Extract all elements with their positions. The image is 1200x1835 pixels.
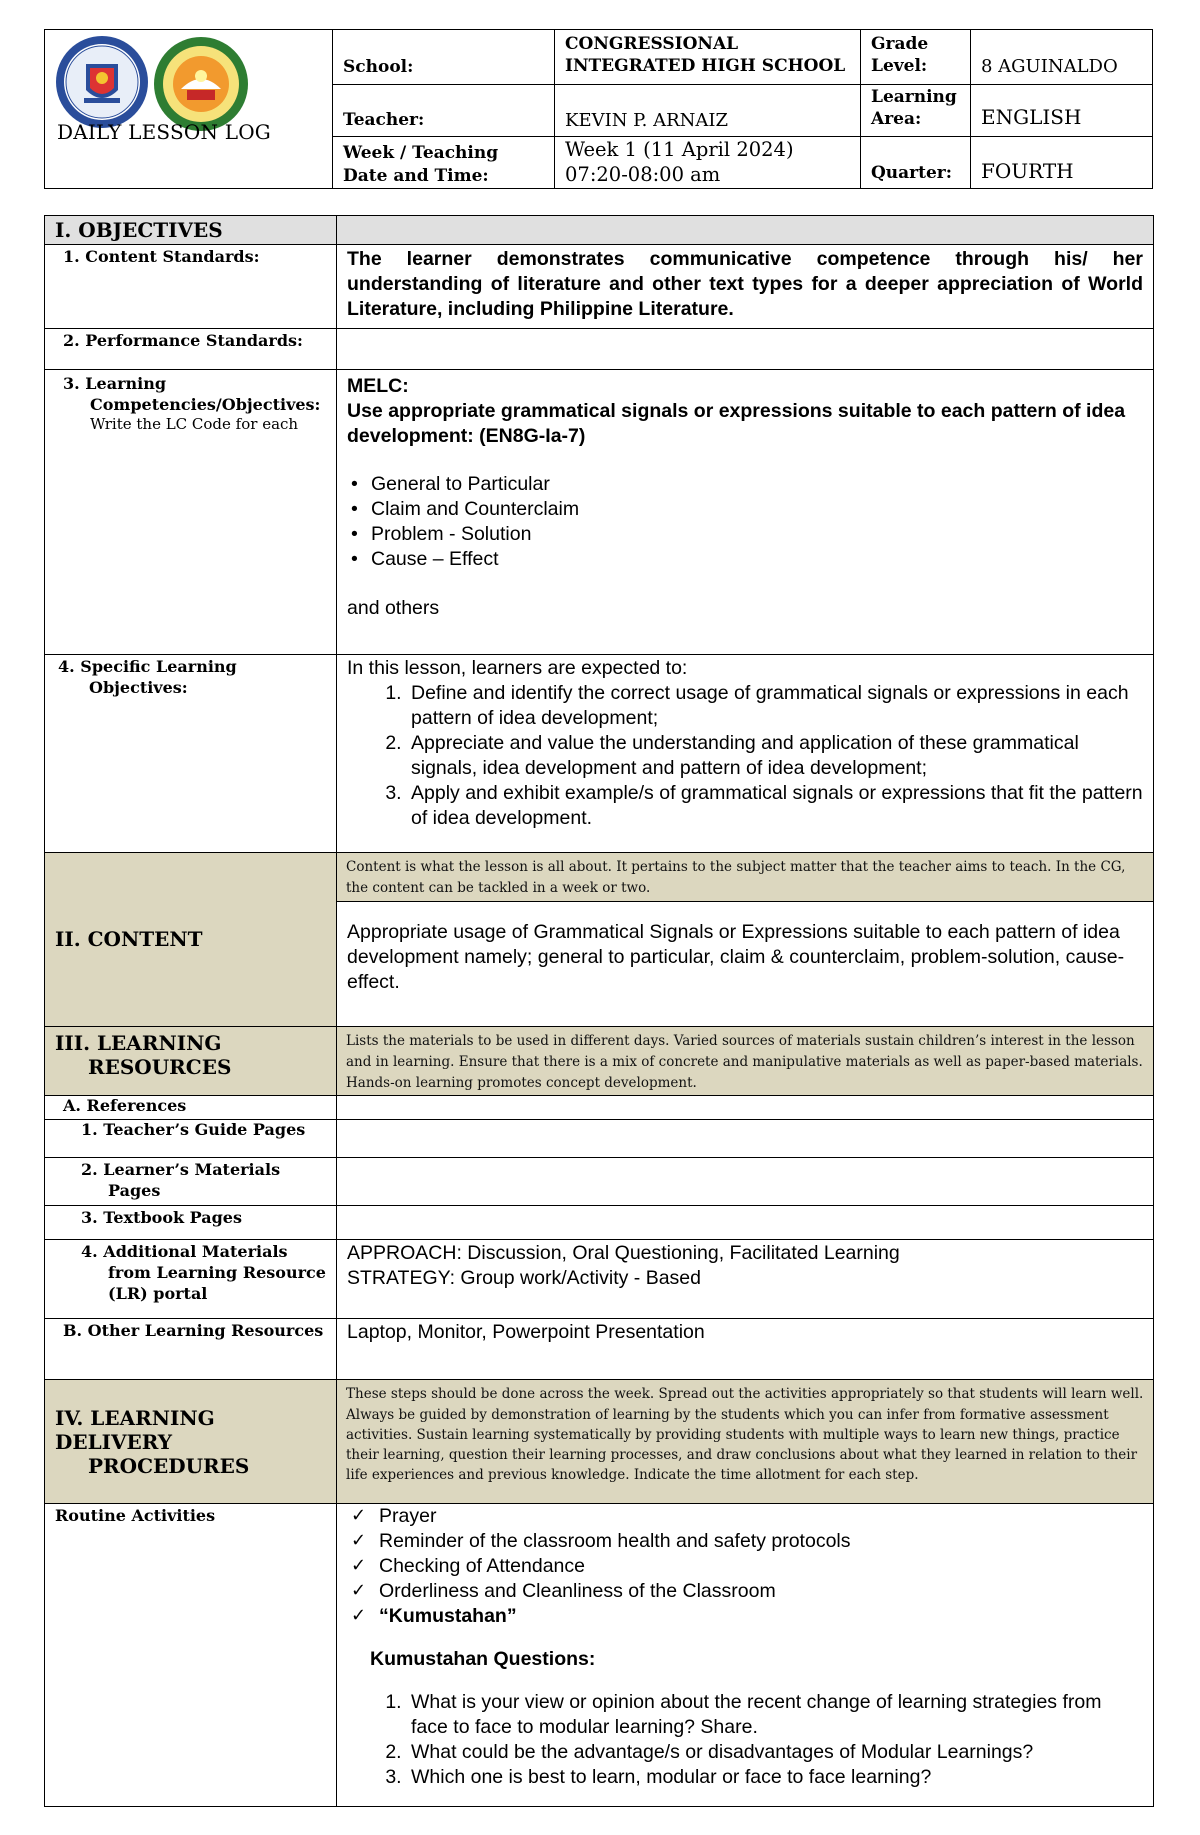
kumustahan-heading: Kumustahan Questions: bbox=[370, 1648, 596, 1671]
routine-item: ✓ “Kumustahan” bbox=[379, 1604, 1143, 1629]
specific-objectives-value-cell bbox=[337, 654, 1154, 852]
week-value-cell bbox=[555, 137, 861, 188]
kumustahan-question: 2. What could be the advantage/s or disadvantages of Modular Learnings? bbox=[407, 1740, 1143, 1765]
objectives-heading-row bbox=[45, 216, 1154, 245]
teachers-guide-label-cell bbox=[45, 1120, 337, 1158]
grade-value: 8 AGUINALDO bbox=[981, 56, 1118, 77]
routine-item: ✓ Prayer bbox=[379, 1504, 1143, 1529]
textbook-pages-value-cell bbox=[337, 1206, 1154, 1240]
content-standards-value-cell bbox=[337, 245, 1154, 329]
resources-heading-row bbox=[45, 1026, 1154, 1096]
content-standards-label: 1. Content Standards: bbox=[63, 247, 260, 266]
grade-value-cell bbox=[971, 30, 1152, 84]
content-note-cell bbox=[337, 852, 1154, 901]
teacher-value: KEVIN P. ARNAIZ bbox=[565, 110, 728, 131]
resources-heading-line2: RESOURCES bbox=[88, 1054, 232, 1079]
grade-label-cell bbox=[861, 30, 971, 84]
specific-objective-item: 2. Appreciate and value the understanding and application of these grammatical signals, idea development and pattern of idea development; bbox=[407, 731, 1143, 781]
kumustahan-question: 1. What is your view or opinion about the recent change of learning strategies from face to face to modular learning? Share. bbox=[407, 1690, 1143, 1740]
learners-materials-label-line1: 2. Learner’s Materials bbox=[81, 1160, 281, 1180]
header-row-week bbox=[333, 137, 1152, 188]
grade-label bbox=[871, 33, 928, 77]
week-label-cell bbox=[333, 137, 555, 188]
grade-label-line1: Grade bbox=[871, 34, 929, 54]
teacher-label: Teacher: bbox=[343, 110, 425, 130]
strategy-text: STRATEGY: Group work/Activity - Based bbox=[347, 1267, 701, 1290]
objectives-heading-cell bbox=[45, 216, 337, 245]
week-value-line2: 07:20-08:00 am bbox=[565, 163, 721, 187]
competencies-row bbox=[45, 369, 1154, 654]
teacher-value-cell bbox=[555, 85, 861, 136]
pattern-item: • Problem - Solution bbox=[371, 522, 1143, 547]
specific-objective-item: 3. Apply and exhibit example/s of grammatical signals or expressions that fit the pattern of idea development. bbox=[407, 781, 1143, 831]
school-label-cell bbox=[333, 30, 555, 84]
area-label-cell bbox=[861, 85, 971, 136]
objectives-heading-blank bbox=[337, 216, 1154, 245]
week-label bbox=[343, 142, 498, 188]
performance-standards-row bbox=[45, 328, 1154, 369]
header-row-teacher bbox=[333, 85, 1152, 137]
kumustahan-questions bbox=[345, 1690, 1143, 1790]
content-standards-label-cell bbox=[45, 245, 337, 329]
lesson-log-table bbox=[44, 215, 1154, 1807]
objectives-heading: I. OBJECTIVES bbox=[55, 218, 223, 242]
header-row-school bbox=[333, 30, 1152, 85]
specific-objectives-label-cell bbox=[45, 654, 337, 852]
content-text: Appropriate usage of Grammatical Signals or Expressions suitable to each pattern of idea development namely; general to particular, claim & counterclaim, problem-solution, cause-effect. bbox=[347, 920, 1125, 993]
content-note: Content is what the lesson is all about. It pertains to the subject matter that the teacher aims to teach. In the CG, the content can be tackled in a week or two. bbox=[346, 858, 1126, 896]
daily-lesson-log-title: DAILY LESSON LOG bbox=[57, 120, 271, 144]
specific-objectives-label-line2: Objectives: bbox=[89, 677, 188, 697]
area-value: ENGLISH bbox=[981, 105, 1082, 129]
routine-item: ✓ Orderliness and Cleanliness of the Classroom bbox=[379, 1579, 1143, 1604]
approach-text: APPROACH: Discussion, Oral Questioning, Facilitated Learning bbox=[347, 1242, 900, 1265]
resources-heading-cell bbox=[45, 1026, 337, 1096]
lesson-log-header bbox=[44, 29, 1153, 189]
school-value-line1: CONGRESSIONAL bbox=[565, 34, 739, 54]
competencies-note: Write the LC Code for each bbox=[90, 415, 299, 434]
resources-note-cell bbox=[337, 1026, 1154, 1096]
performance-standards-value-cell bbox=[337, 328, 1154, 369]
school-value-cell bbox=[555, 30, 861, 84]
additional-materials-label-cell bbox=[45, 1240, 337, 1319]
references-label: A. References bbox=[63, 1096, 187, 1116]
week-label-line2: Date and Time: bbox=[343, 165, 489, 186]
content-heading-cell bbox=[45, 852, 337, 1026]
specific-objectives-list bbox=[347, 681, 1143, 831]
procedures-heading-line1: IV. LEARNING DELIVERY bbox=[55, 1405, 215, 1454]
competencies-label-line2: Competencies/Objectives: bbox=[90, 394, 321, 414]
area-value-cell bbox=[971, 85, 1152, 136]
other-resources-value-cell bbox=[337, 1319, 1154, 1380]
other-resources-label-cell bbox=[45, 1319, 337, 1380]
teachers-guide-row bbox=[45, 1120, 1154, 1158]
references-row bbox=[45, 1096, 1154, 1120]
resources-note: Lists the materials to be used in different days. Varied sources of materials sustain children’s interest in the lesson and in learning. Ensure that there is a mix of concrete and manipulative materials as well as paper-based materials. Hands-on learning promotes concept development. bbox=[346, 1032, 1143, 1091]
procedures-note: These steps should be done across the week. Spread out the activities appropriately so that students will learn well. Always be guided by demonstration of learning by the students which you can infer from formative assessment activities. Sustain learning systematically by providing students with multiple ways to learn new things, practice their learning, question their learning processes, and draw conclusions about what they learned in relation to their life experiences and previous knowledge. Indicate the time allotment for each step. bbox=[346, 1386, 1144, 1484]
area-label-line2: Area: bbox=[871, 109, 922, 130]
kumustahan-question: 3. Which one is best to learn, modular or face to face learning? bbox=[407, 1765, 1143, 1790]
specific-objectives-row bbox=[45, 654, 1154, 852]
approach-strategy-body bbox=[337, 1240, 1153, 1297]
pattern-item: • Cause – Effect bbox=[371, 547, 1143, 572]
specific-objective-item: 1. Define and identify the correct usage of grammatical signals or expressions in each pattern of idea development; bbox=[407, 681, 1143, 731]
melc-text: Use appropriate grammatical signals or expressions suitable to each pattern of idea development: (EN8G-Ia-7) bbox=[347, 399, 1126, 447]
patterns-others: and others bbox=[347, 596, 440, 619]
content-heading: II. CONTENT bbox=[55, 927, 203, 952]
routine-item: ✓ Reminder of the classroom health and safety protocols bbox=[379, 1529, 1143, 1554]
grade-label-line2: Level: bbox=[871, 56, 928, 77]
week-value bbox=[565, 137, 794, 188]
procedures-heading-line2: PROCEDURES bbox=[88, 1453, 250, 1478]
additional-materials-label-line1: 4. Additional Materials bbox=[81, 1242, 288, 1262]
school-value bbox=[565, 33, 845, 77]
other-resources-row bbox=[45, 1319, 1154, 1380]
quarter-label: Quarter: bbox=[871, 163, 953, 183]
school-value-line2: INTEGRATED HIGH SCHOOL bbox=[565, 56, 846, 77]
area-label bbox=[871, 86, 957, 130]
other-resources-value: Laptop, Monitor, Powerpoint Presentation bbox=[347, 1321, 705, 1344]
pattern-item: • General to Particular bbox=[371, 472, 1143, 497]
teachers-guide-label: 1. Teacher’s Guide Pages bbox=[81, 1120, 306, 1140]
routine-activities-label: Routine Activities bbox=[55, 1506, 216, 1526]
specific-objectives-intro: In this lesson, learners are expected to: bbox=[347, 656, 688, 679]
melc-heading: MELC: bbox=[347, 374, 409, 397]
competencies-label-cell bbox=[45, 369, 337, 654]
routine-item: ✓ Checking of Attendance bbox=[379, 1554, 1143, 1579]
competencies-label-line1: 3. Learning bbox=[63, 373, 167, 393]
quarter-value: FOURTH bbox=[981, 159, 1074, 183]
procedures-heading-row bbox=[45, 1380, 1154, 1504]
routine-activities-row bbox=[45, 1504, 1154, 1807]
references-label-cell bbox=[45, 1096, 337, 1120]
area-label-line1: Learning bbox=[871, 87, 957, 107]
learners-materials-label-cell bbox=[45, 1158, 337, 1206]
content-standards-row bbox=[45, 245, 1154, 329]
content-text-cell bbox=[337, 901, 1154, 1026]
textbook-pages-label-cell bbox=[45, 1206, 337, 1240]
performance-standards-label-cell bbox=[45, 328, 337, 369]
textbook-pages-row bbox=[45, 1206, 1154, 1240]
procedures-note-cell bbox=[337, 1380, 1154, 1504]
routine-activities-value-cell bbox=[337, 1504, 1154, 1807]
teachers-guide-value-cell bbox=[337, 1120, 1154, 1158]
learners-materials-value-cell bbox=[337, 1158, 1154, 1206]
quarter-value-cell bbox=[971, 137, 1152, 188]
competencies-body bbox=[337, 370, 1153, 627]
logo-cell bbox=[45, 30, 333, 188]
learners-materials-label-line2: Pages bbox=[108, 1181, 161, 1201]
other-resources-label: B. Other Learning Resources bbox=[63, 1321, 324, 1341]
textbook-pages-label: 3. Textbook Pages bbox=[81, 1208, 242, 1228]
week-label-line1: Week / Teaching bbox=[343, 143, 499, 163]
routine-activities-body bbox=[337, 1504, 1153, 1796]
references-value-cell bbox=[337, 1096, 1154, 1120]
specific-objectives-label-line1: 4. Specific Learning bbox=[58, 656, 237, 676]
school-label: School: bbox=[343, 57, 414, 77]
pattern-item: • Claim and Counterclaim bbox=[371, 497, 1143, 522]
learners-materials-row bbox=[45, 1158, 1154, 1206]
additional-materials-label-line3: (LR) portal bbox=[108, 1284, 208, 1304]
additional-materials-value-cell bbox=[337, 1240, 1154, 1319]
procedures-heading-cell bbox=[45, 1380, 337, 1504]
resources-heading-line1: III. LEARNING bbox=[55, 1030, 222, 1055]
additional-materials-label-line2: from Learning Resource bbox=[108, 1263, 326, 1283]
additional-materials-row bbox=[45, 1240, 1154, 1319]
specific-objectives-body bbox=[337, 655, 1153, 837]
content-note-row bbox=[45, 852, 1154, 901]
routine-activities-label-cell bbox=[45, 1504, 337, 1807]
quarter-label-cell bbox=[861, 137, 971, 188]
header-info-grid bbox=[333, 30, 1152, 188]
content-standards-text: The learner demonstrates communicative competence through his/ her understanding of literature and other text types for a deeper appreciation of World Literature, including Philippine Literature. bbox=[347, 248, 1143, 320]
performance-standards-label: 2. Performance Standards: bbox=[63, 330, 303, 350]
competencies-value-cell bbox=[337, 369, 1154, 654]
routine-list bbox=[345, 1504, 1143, 1629]
patterns-list bbox=[347, 472, 1143, 572]
teacher-label-cell bbox=[333, 85, 555, 136]
week-value-line1: Week 1 (11 April 2024) bbox=[565, 138, 794, 161]
